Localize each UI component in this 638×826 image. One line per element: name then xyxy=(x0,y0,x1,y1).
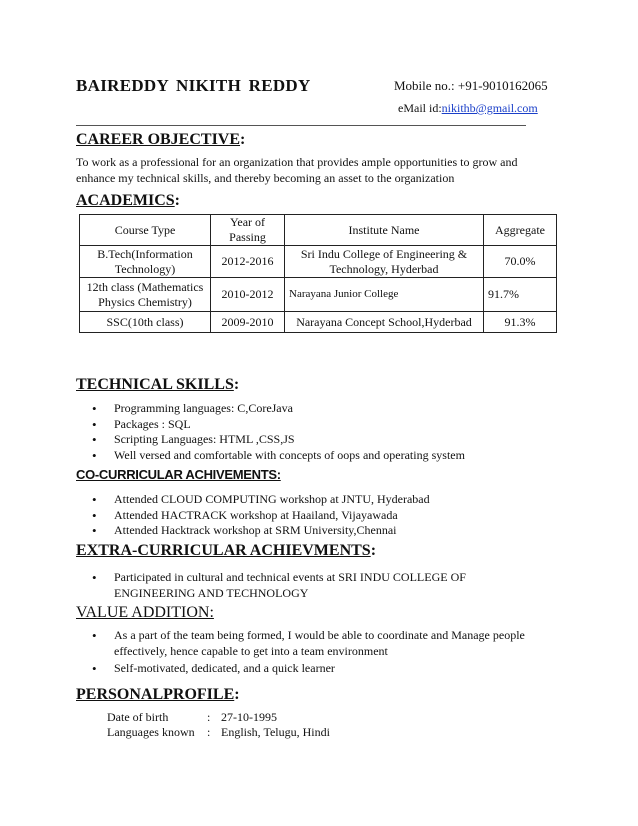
heading-colon: : xyxy=(233,376,240,393)
heading-colon: : xyxy=(370,542,377,559)
value-addition-list xyxy=(76,628,546,677)
aggregate-cell: 70.0% xyxy=(484,246,557,278)
list-item: • Participated in cultural and technical events at SRI INDU COLLEGE OF ENGINEERING AND TECHNOLOGY xyxy=(76,570,496,601)
year-cell: 2012-2016 xyxy=(211,246,285,278)
dob-value: 27-10-1995 xyxy=(221,710,277,724)
table-row xyxy=(80,246,557,278)
mobile-number: Mobile no.: +91-9010162065 xyxy=(394,78,548,93)
list-item: • Attended Hacktrack workshop at SRM University,Chennai xyxy=(76,523,430,539)
extra-curricular-title: EXTRA-CURRICULAR ACHIEVMENTS xyxy=(76,542,371,559)
heading-colon: : xyxy=(174,192,180,209)
heading-colon: : xyxy=(234,686,240,703)
academics-heading xyxy=(76,192,180,210)
academics-title: ACADEMICS xyxy=(76,192,175,209)
personal-profile-heading xyxy=(76,686,240,704)
list-item: • Well versed and comfortable with concepts of oops and operating system xyxy=(76,448,465,464)
year-cell: 2010-2012 xyxy=(211,278,285,312)
career-objective-text: To work as a professional for an organization that provides ample opportunities to grow and enhance my technical skills, and thereby becoming an asset to the organization xyxy=(76,155,518,185)
languages-separator: : xyxy=(207,725,211,739)
email-line xyxy=(398,101,538,116)
list-item: • Self-motivated, dedicated, and a quick learner xyxy=(76,661,546,677)
technical-skills-heading xyxy=(76,376,239,394)
languages-label: Languages known xyxy=(107,725,195,739)
academics-table xyxy=(79,214,557,333)
list-item: • Programming languages: C,CoreJava xyxy=(76,401,465,417)
heading-colon: : xyxy=(240,131,246,148)
candidate-name: BAIREDDY NIKITH REDDY xyxy=(76,76,311,95)
aggregate-cell: 91.3% xyxy=(484,312,557,333)
list-item: • Attended CLOUD COMPUTING workshop at JNTU, Hyderabad xyxy=(76,492,430,508)
header-divider xyxy=(76,125,526,126)
institute-cell: Narayana Concept School,Hyderbad xyxy=(285,312,484,333)
dob-label: Date of birth xyxy=(107,710,169,724)
header-aggregate: Aggregate xyxy=(484,215,557,246)
technical-skills-list xyxy=(76,401,465,463)
course-cell: 12th class (Mathematics Physics Chemistry) xyxy=(80,278,211,312)
extra-curricular-heading xyxy=(76,542,376,560)
dob-separator: : xyxy=(207,710,211,724)
co-curricular-list xyxy=(76,492,430,539)
email-link[interactable]: nikithb@gmail.com xyxy=(441,101,538,115)
extra-curricular-list xyxy=(76,570,496,601)
co-curricular-heading: CO-CURRICULAR ACHIVEMENTS: xyxy=(76,467,281,482)
course-cell: SSC(10th class) xyxy=(80,312,211,333)
table-header-row xyxy=(80,215,557,246)
list-item: • As a part of the team being formed, I would be able to coordinate and Manage people effectively, hence capable to get into a team environment xyxy=(76,628,546,659)
institute-cell: Narayana Junior College xyxy=(285,278,484,312)
personal-profile-title: PERSONALPROFILE xyxy=(76,686,235,703)
header-year-of-passing: Year of Passing xyxy=(211,215,285,246)
list-item: • Attended HACTRACK workshop at Haailand, Vijayawada xyxy=(76,508,430,524)
technical-skills-title: TECHNICAL SKILLS xyxy=(76,376,234,393)
course-cell: B.Tech(Information Technology) xyxy=(80,246,211,278)
value-addition-heading: VALUE ADDITION: xyxy=(76,604,214,621)
languages-value: English, Telugu, Hindi xyxy=(221,725,330,739)
institute-cell: Sri Indu College of Engineering & Technology, Hyderbad xyxy=(285,246,484,278)
list-item: • Packages : SQL xyxy=(76,417,465,433)
header-institute-name: Institute Name xyxy=(285,215,484,246)
career-objective-heading xyxy=(76,131,245,149)
table-row xyxy=(80,312,557,333)
table-row xyxy=(80,278,557,312)
list-item: • Scripting Languages: HTML ,CSS,JS xyxy=(76,432,465,448)
career-objective-title: CAREER OBJECTIVE xyxy=(76,131,241,148)
email-label: eMail id: xyxy=(398,101,442,115)
header-course-type: Course Type xyxy=(80,215,211,246)
year-cell: 2009-2010 xyxy=(211,312,285,333)
aggregate-cell: 91.7% xyxy=(484,278,557,312)
